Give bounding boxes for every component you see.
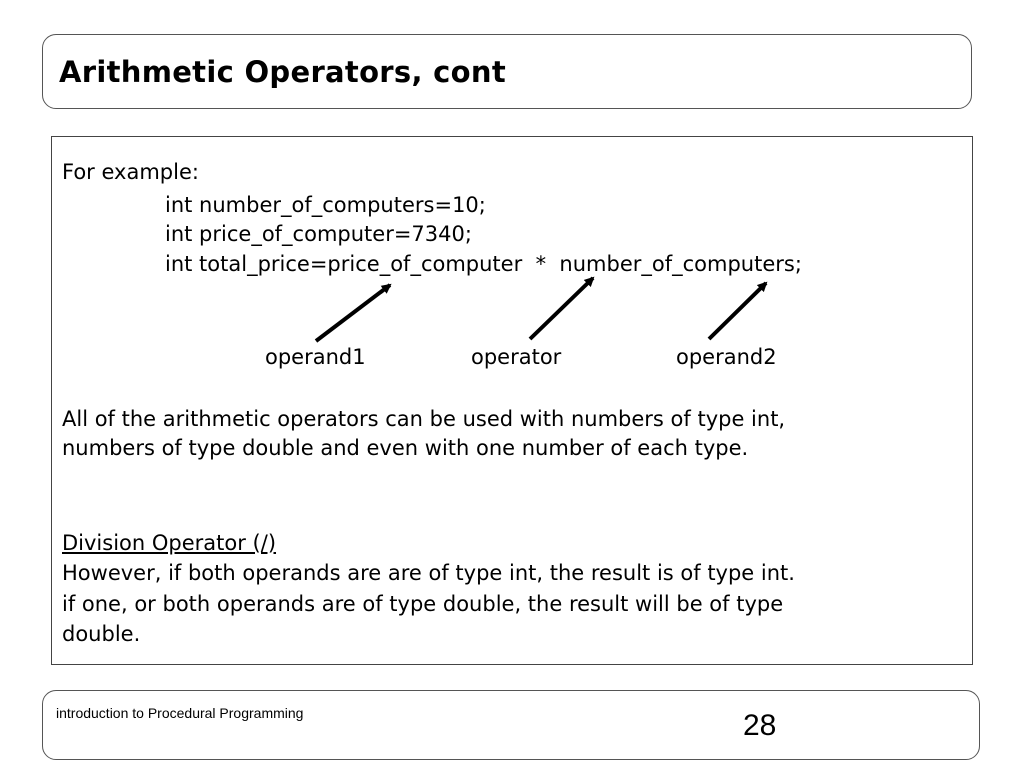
page-number: 28 [743,709,777,742]
label-operand1: operand1 [265,345,366,369]
paragraph1-line-2: numbers of type double and even with one number of each type. [62,436,749,460]
label-operator: operator [471,345,562,369]
paragraph1-line-1: All of the arithmetic operators can be used with numbers of type int, [62,407,786,431]
arrow-operator [530,278,593,339]
code-line-1: int number_of_computers=10; [165,193,486,217]
division-line-3: double. [62,622,141,646]
code-line-3: int total_price=price_of_computer * number_of_computers; [165,252,802,276]
division-heading: Division Operator (/) [62,531,277,555]
code-line-2: int price_of_computer=7340; [165,222,472,246]
footer-text: introduction to Procedural Programming [56,705,304,721]
label-operand2: operand2 [676,345,777,369]
footer-box [42,690,980,760]
arrow-operand2 [709,283,766,339]
division-line-2: if one, or both operands are of type double, the result will be of type [62,592,784,616]
arrow-operand1 [316,285,390,341]
division-line-1: However, if both operands are are of type int, the result is of type int. [62,561,795,585]
slide-title: Arithmetic Operators, cont [59,55,507,89]
intro-text: For example: [62,160,199,184]
